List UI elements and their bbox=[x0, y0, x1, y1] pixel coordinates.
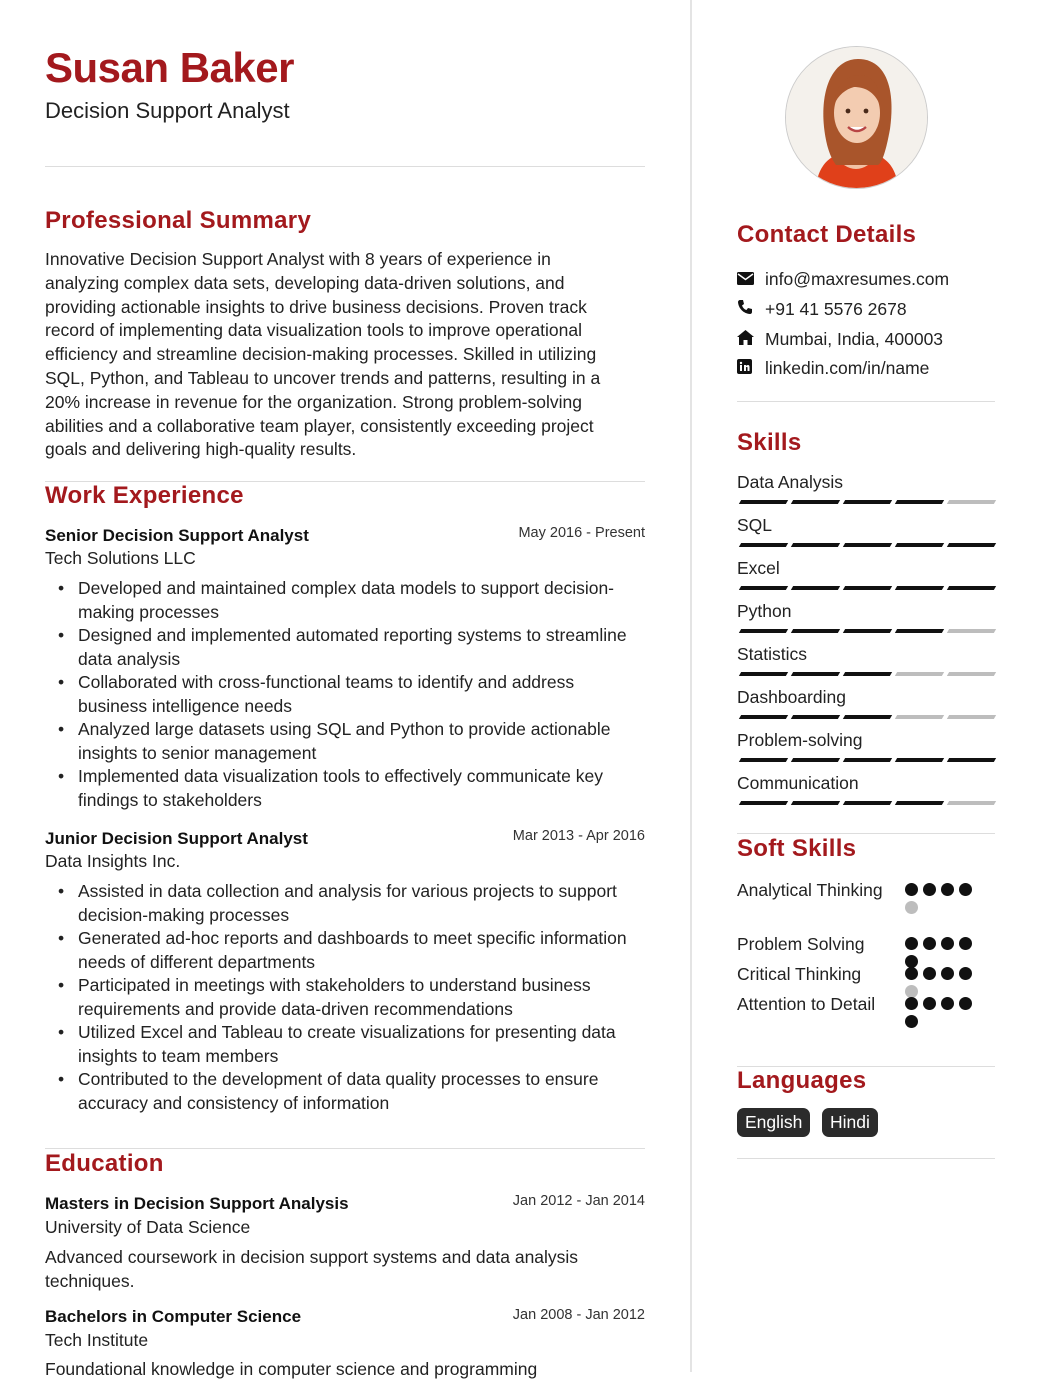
contact-address bbox=[737, 329, 943, 350]
contact-email[interactable] bbox=[737, 269, 949, 290]
contact-phone[interactable] bbox=[737, 299, 907, 320]
email-text: info@maxresumes.com bbox=[765, 269, 950, 289]
job-title: Senior Decision Support Analyst bbox=[45, 526, 309, 545]
skill-level-segment bbox=[947, 586, 996, 590]
skill-label: Python bbox=[737, 601, 792, 621]
soft-skill-rating bbox=[905, 937, 985, 968]
school-name: Tech Institute bbox=[45, 1330, 149, 1350]
column-divider bbox=[690, 0, 692, 1372]
home-icon bbox=[737, 329, 765, 350]
phone-icon bbox=[737, 299, 765, 320]
rating-dot bbox=[905, 967, 918, 980]
skill-level-bar bbox=[740, 715, 995, 719]
list-item: • Utilized Excel and Tableau to create visualizations for presenting data insights to team members bbox=[58, 1022, 616, 1066]
summary-heading: Professional Summary bbox=[45, 207, 312, 234]
education-desc: Advanced coursework in decision support systems and data analysis techniques. bbox=[45, 1247, 579, 1291]
list-item: • Generated ad-hoc reports and dashboards to meet specific information needs of different departments bbox=[58, 928, 627, 972]
education-heading: Education bbox=[45, 1150, 164, 1177]
rating-dot bbox=[923, 883, 936, 896]
skill-level-segment bbox=[895, 801, 944, 805]
profile-photo bbox=[785, 46, 928, 189]
rating-dot bbox=[923, 967, 936, 980]
skill-level-segment bbox=[895, 629, 944, 633]
rating-dot bbox=[941, 997, 954, 1010]
language-badge: Hindi bbox=[822, 1108, 878, 1137]
skill-level-segment bbox=[895, 758, 944, 762]
phone-text: +91 41 5576 2678 bbox=[765, 299, 907, 319]
skill-level-segment bbox=[791, 672, 840, 676]
rating-dot bbox=[905, 937, 918, 950]
job-title: Junior Decision Support Analyst bbox=[45, 829, 308, 848]
soft-skills-heading: Soft Skills bbox=[737, 835, 857, 862]
list-item: • Implemented data visualization tools to effectively communicate key findings to stakeholders bbox=[58, 766, 603, 810]
skill-level-segment bbox=[947, 672, 996, 676]
job-company: Data Insights Inc. bbox=[45, 851, 181, 871]
soft-skill-rating bbox=[905, 883, 985, 914]
soft-skill-rating bbox=[905, 967, 985, 998]
skill-level-segment bbox=[739, 586, 788, 590]
skill-label: SQL bbox=[737, 515, 773, 535]
header-divider bbox=[45, 166, 645, 167]
skill-level-bar bbox=[740, 672, 995, 676]
skill-level-bar bbox=[740, 629, 995, 633]
contact-linkedin[interactable] bbox=[737, 358, 929, 379]
list-item: • Designed and implemented automated reporting systems to streamline data analysis bbox=[58, 625, 627, 669]
rating-dot bbox=[923, 997, 936, 1010]
list-item: • Analyzed large datasets using SQL and Python to provide actionable insights to senior management bbox=[58, 719, 611, 763]
skill-level-segment bbox=[895, 586, 944, 590]
skills-heading: Skills bbox=[737, 429, 802, 456]
skill-level-segment bbox=[791, 586, 840, 590]
skill-level-bar bbox=[740, 543, 995, 547]
rating-dot bbox=[905, 883, 918, 896]
rating-dot bbox=[941, 967, 954, 980]
skill-label: Excel bbox=[737, 558, 780, 578]
skill-level-segment bbox=[739, 715, 788, 719]
skill-level-bar bbox=[740, 500, 995, 504]
degree-title: Masters in Decision Support Analysis bbox=[45, 1194, 349, 1213]
skill-level-segment bbox=[739, 672, 788, 676]
skill-level-segment bbox=[843, 586, 892, 590]
rating-dot bbox=[905, 997, 918, 1010]
envelope-icon bbox=[737, 269, 765, 290]
school-name: University of Data Science bbox=[45, 1217, 251, 1237]
skill-level-segment bbox=[739, 500, 788, 504]
education-date: Jan 2012 - Jan 2014 bbox=[512, 1193, 645, 1209]
skills-divider bbox=[737, 833, 995, 834]
skill-label: Problem-solving bbox=[737, 730, 863, 750]
summary-text: Innovative Decision Support Analyst with 8 years of experience in analyzing complex data sets, developing data-driven solutions, and providing actionable insights to drive business decisions. Proven track record of implementing data visualization tools to improve operational efficiency and streamline decision-making processes. Skilled in utilizing SQL, Python, and Tableau to uncover trends and patterns, resulting in a 20% increase in revenue for the organization. Strong problem-solving abilities and a collaborative team player, consistently exceeding project goals and delivering high-quality results. bbox=[45, 249, 601, 460]
list-item: • Assisted in data collection and analysis for various projects to support decision-making processes bbox=[58, 881, 617, 925]
skill-level-segment bbox=[895, 715, 944, 719]
linkedin-icon bbox=[737, 358, 765, 379]
skill-level-segment bbox=[895, 672, 944, 676]
skill-level-segment bbox=[791, 543, 840, 547]
degree-title: Bachelors in Computer Science bbox=[45, 1307, 302, 1326]
skill-level-segment bbox=[791, 715, 840, 719]
list-item: • Developed and maintained complex data models to support decision-making processes bbox=[58, 578, 615, 622]
job-date: Mar 2013 - Apr 2016 bbox=[512, 828, 645, 844]
rating-dot bbox=[905, 901, 918, 914]
skill-level-bar bbox=[740, 586, 995, 590]
skill-level-segment bbox=[739, 758, 788, 762]
contact-divider bbox=[737, 401, 995, 402]
contact-heading: Contact Details bbox=[737, 221, 917, 248]
experience-divider bbox=[45, 1148, 645, 1149]
job-bullets bbox=[45, 880, 645, 1115]
skill-label: Data Analysis bbox=[737, 472, 844, 492]
languages-divider bbox=[737, 1158, 995, 1159]
skill-level-segment bbox=[843, 801, 892, 805]
candidate-title: Decision Support Analyst bbox=[45, 98, 290, 123]
skill-level-segment bbox=[947, 801, 996, 805]
skill-level-segment bbox=[895, 500, 944, 504]
skill-level-segment bbox=[791, 758, 840, 762]
job-date: May 2016 - Present bbox=[518, 525, 645, 541]
rating-dot bbox=[905, 1015, 918, 1028]
soft-skill-label: Attention to Detail bbox=[737, 994, 876, 1014]
soft-skill-label: Problem Solving bbox=[737, 934, 865, 954]
skill-level-segment bbox=[739, 543, 788, 547]
rating-dot bbox=[941, 883, 954, 896]
skill-level-segment bbox=[843, 500, 892, 504]
skill-level-segment bbox=[947, 543, 996, 547]
rating-dot bbox=[923, 937, 936, 950]
skill-label: Communication bbox=[737, 773, 859, 793]
skill-level-segment bbox=[843, 715, 892, 719]
soft-skill-label: Analytical Thinking bbox=[737, 880, 883, 900]
skill-level-segment bbox=[947, 715, 996, 719]
list-item: • Collaborated with cross-functional teams to identify and address business intelligence needs bbox=[58, 672, 575, 716]
rating-dot bbox=[959, 967, 972, 980]
rating-dot bbox=[959, 883, 972, 896]
skill-level-bar bbox=[740, 801, 995, 805]
skill-level-segment bbox=[895, 543, 944, 547]
rating-dot bbox=[959, 997, 972, 1010]
skill-level-segment bbox=[947, 500, 996, 504]
skill-label: Statistics bbox=[737, 644, 808, 664]
rating-dot bbox=[941, 937, 954, 950]
soft-skill-label: Critical Thinking bbox=[737, 964, 862, 984]
skill-level-segment bbox=[791, 629, 840, 633]
skill-level-segment bbox=[791, 801, 840, 805]
skill-level-segment bbox=[947, 629, 996, 633]
skill-level-segment bbox=[843, 543, 892, 547]
skill-level-segment bbox=[947, 758, 996, 762]
candidate-name: Susan Baker bbox=[45, 44, 294, 91]
languages-heading: Languages bbox=[737, 1067, 867, 1094]
skill-label: Dashboarding bbox=[737, 687, 846, 707]
list-item: • Participated in meetings with stakeholders to understand business requirements and provide data-driven recommendations bbox=[58, 975, 591, 1019]
education-date: Jan 2008 - Jan 2012 bbox=[512, 1307, 645, 1323]
job-bullets bbox=[45, 577, 645, 812]
rating-dot bbox=[959, 937, 972, 950]
skill-level-segment bbox=[843, 629, 892, 633]
job-company: Tech Solutions LLC bbox=[45, 548, 196, 568]
address-text: Mumbai, India, 400003 bbox=[765, 329, 944, 349]
skill-level-segment bbox=[791, 500, 840, 504]
skill-level-segment bbox=[739, 629, 788, 633]
education-desc: Foundational knowledge in computer science and programming bbox=[45, 1359, 538, 1379]
skill-level-segment bbox=[843, 672, 892, 676]
list-item: • Contributed to the development of data quality processes to ensure accuracy and consistency of information bbox=[58, 1069, 599, 1113]
soft-skill-rating bbox=[905, 997, 985, 1028]
skill-level-bar bbox=[740, 758, 995, 762]
experience-heading: Work Experience bbox=[45, 482, 244, 509]
language-badge: English bbox=[737, 1108, 810, 1137]
linkedin-text: linkedin.com/in/name bbox=[765, 358, 930, 378]
skill-level-segment bbox=[739, 801, 788, 805]
skill-level-segment bbox=[843, 758, 892, 762]
